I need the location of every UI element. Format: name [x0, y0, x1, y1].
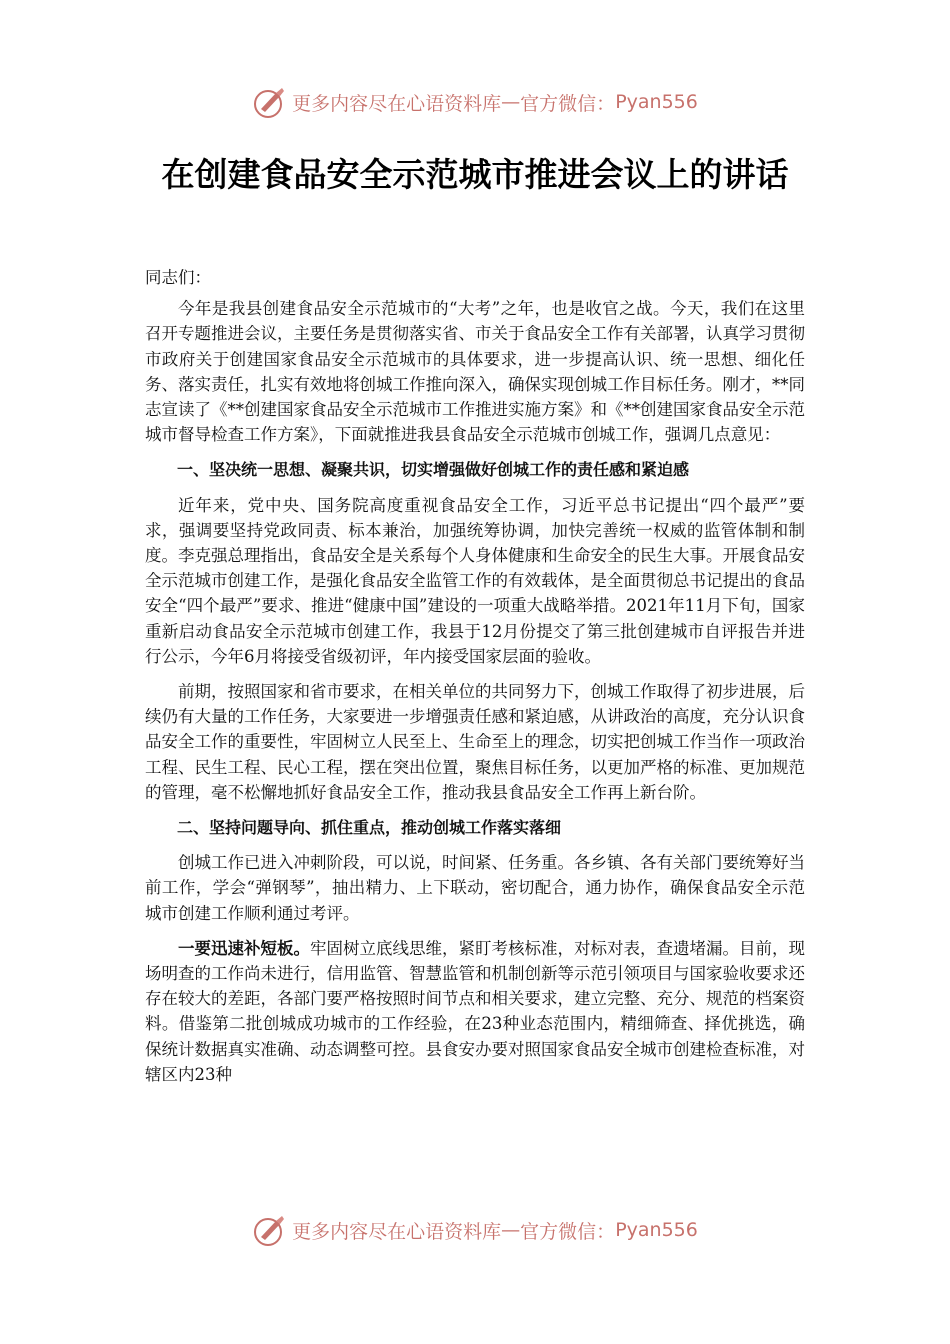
banner-dash: —	[501, 1219, 521, 1241]
banner-main-text: 更多内容尽在心语资料库	[292, 92, 502, 115]
section-heading-1: 一、坚决统一思想、凝聚共识，切实增强做好创城工作的责任感和紧迫感	[177, 460, 690, 480]
document-body	[145, 265, 805, 1087]
footer-watermark-banner	[0, 1208, 950, 1252]
banner-main-text: 更多内容尽在心语资料库	[292, 1220, 502, 1243]
banner-wechat-id: Pyan556	[615, 1219, 698, 1241]
document-title: 在创建食品安全示范城市推进会议上的讲话	[161, 155, 789, 194]
paragraph-lead-phrase: 一要迅速补短板。	[178, 938, 310, 958]
section-heading-2: 二、坚持问题导向、抓住重点，推动创城工作落实落细	[177, 818, 562, 838]
paragraph-section-2a: 创城工作已进入冲刺阶段，可以说，时间紧、任务重。各乡镇、各有关部门要统筹好当前工作，学会“弹钢琴”，抽出精力、上下联动，密切配合，通力协作，确保食品安全示范城市创建工作顺利通过考评。	[145, 853, 805, 923]
paragraph-section-1a: 近年来，党中央、国务院高度重视食品安全工作，习近平总书记提出“四个最严”要求，强调要坚持党政同责、标本兼治，加强统筹协调，加快完善统一权威的监管体制和制度。李克强总理指出，食品安全是关系每个人身体健康和生命安全的民生大事。开展食品安全示范城市创建工作，是强化食品安全监管工作的有效载体，是全面贯彻总书记提出的食品安全“四个最严”要求、推进“健康中国”建设的一项重大战略举措。2021年11月下旬，国家重新启动食品安全示范城市创建工作，我县于12月份提交了第三批创建城市自评报告并进行公示，今年6月将接受省级初评，年内接受国家层面的验收。	[145, 495, 805, 666]
banner-wechat-id: Pyan556	[615, 91, 698, 113]
pen-logo-icon	[252, 84, 288, 120]
paragraph-section-2b-text: 牢固树立底线思维，紧盯考核标准，对标对表，查遗堵漏。目前，现场明查的工作尚未进行，信用监管、智慧监管和机制创新等示范引领项目与国家验收要求还存在较大的差距，各部门要严格按照时间节点和相关要求，建立完整、充分、规范的档案资料。借鉴第二批创城成功城市的工作经验，在23种业态范围内，精细筛查、择优挑选，确保统计数据真实准确、动态调整可控。县食安办要对照国家食品安全城市创建检查标准，对辖区内23种	[145, 938, 805, 1084]
pen-logo-icon	[252, 1212, 288, 1248]
banner-dash: —	[501, 91, 521, 113]
paragraph-section-2b	[145, 936, 805, 1087]
paragraph-section-1b: 前期，按照国家和省市要求，在相关单位的共同努力下，创城工作取得了初步进展，后续仍有大量的工作任务，大家要进一步增强责任感和紧迫感，从讲政治的高度，充分认识食品安全工作的重要性，牢固树立人民至上、生命至上的理念，切实把创城工作当作一项政治工程、民生工程、民心工程，摆在突出位置，聚焦目标任务，以更加严格的标准、更加规范的管理，毫不松懈地抓好食品安全工作，推动我县食品安全工作再上新台阶。	[145, 682, 805, 802]
banner-wechat-label: 官方微信：	[520, 1220, 616, 1243]
salutation: 同志们：	[145, 268, 211, 287]
header-watermark-banner	[0, 80, 950, 124]
banner-wechat-label: 官方微信：	[520, 92, 616, 115]
paragraph-intro: 今年是我县创建食品安全示范城市的“大考”之年，也是收官之战。今天，我们在这里召开专题推进会议，主要任务是贯彻落实省、市关于食品安全工作有关部署，认真学习贯彻市政府关于创建国家食品安全示范城市的具体要求，进一步提高认识、统一思想、细化任务、落实责任，扎实有效地将创城工作推向深入，确保实现创城工作目标任务。刚才，**同志宣读了《**创建国家食品安全示范城市工作推进实施方案》和《**创建国家食品安全示范城市督导检查工作方案》，下面就推进我县食品安全示范城市创城工作，强调几点意见：	[145, 299, 805, 445]
